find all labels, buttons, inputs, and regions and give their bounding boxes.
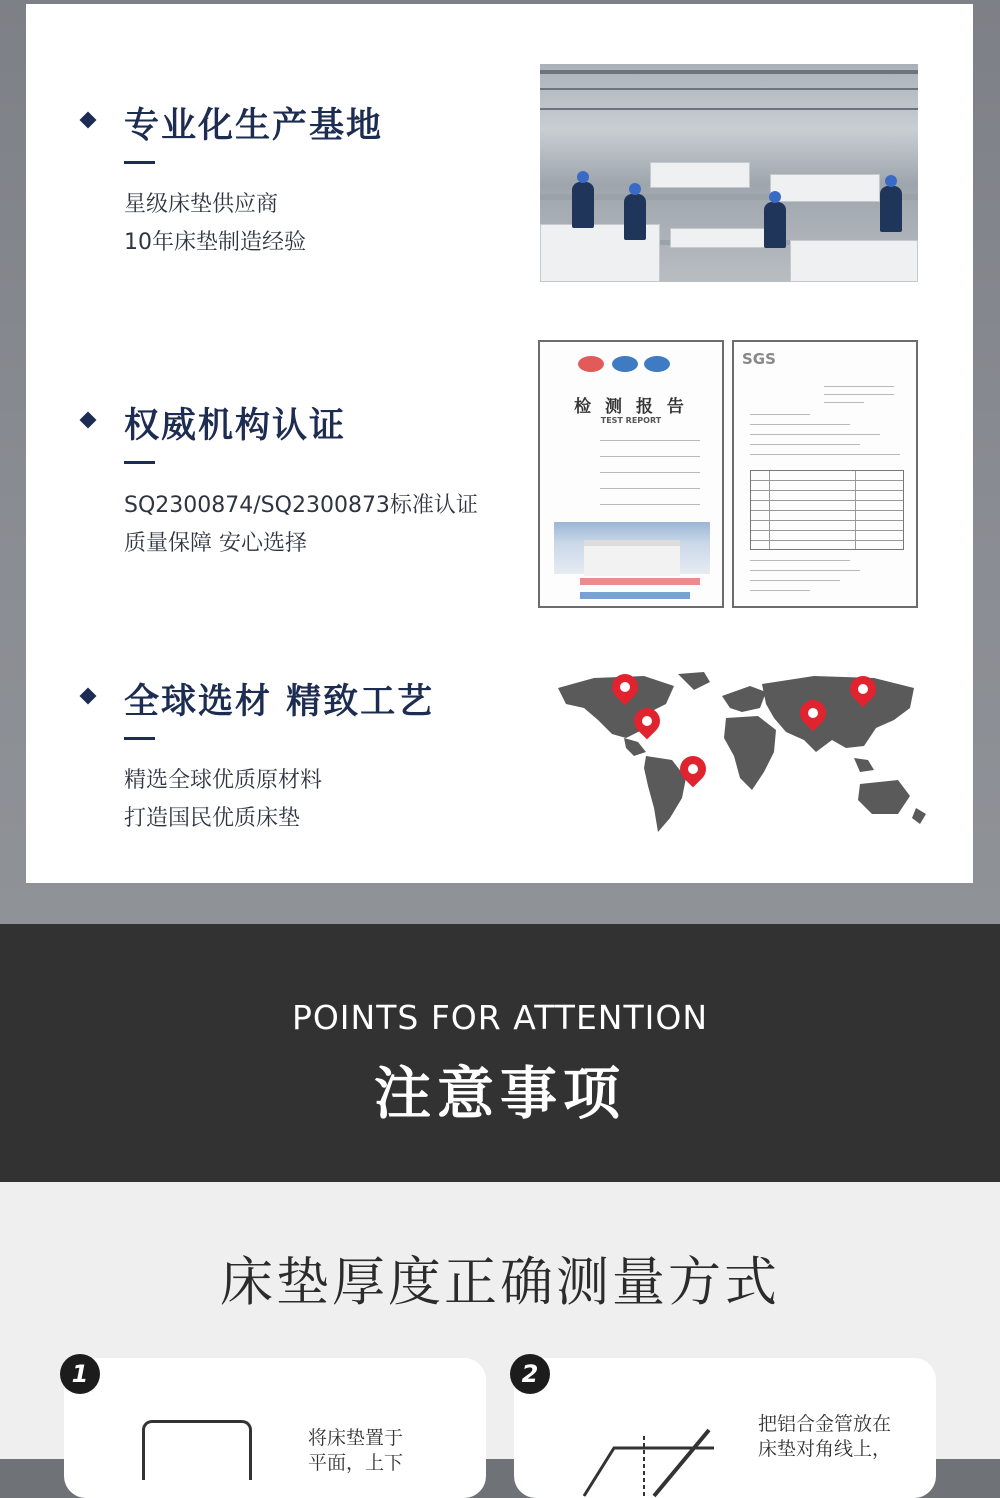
measurement-section	[0, 1182, 1000, 1474]
feature-title: 全球选材 精致工艺	[124, 682, 435, 722]
report-subtitle: TEST REPORT	[600, 416, 662, 425]
report-title: 检 测 报 告	[574, 397, 688, 417]
test-report-certificate	[538, 340, 724, 608]
step-number-badge: 1	[60, 1354, 100, 1394]
building-image	[554, 522, 710, 574]
step-number-badge: 2	[510, 1354, 550, 1394]
step-text: 平面，上下	[308, 1452, 404, 1474]
results-table	[750, 470, 904, 550]
diamond-bullet-icon	[80, 112, 97, 129]
feature-line: 星级床垫供应商	[124, 192, 279, 217]
attention-banner	[0, 924, 1000, 1182]
world-map	[554, 668, 934, 838]
feature-line: 打造国民优质床垫	[124, 806, 301, 831]
diamond-bullet-icon	[80, 412, 97, 429]
cma-logo-icon	[578, 356, 604, 372]
diamond-bullet-icon	[80, 688, 97, 705]
mattress-sketch-icon	[142, 1420, 252, 1480]
step-text: 床垫对角线上，	[758, 1438, 892, 1460]
measurement-title: 床垫厚度正确测量方式	[220, 1252, 780, 1313]
title-underline	[124, 737, 155, 740]
factory-photo	[540, 64, 918, 282]
feature-title: 专业化生产基地	[124, 106, 384, 146]
attention-title-en: POINTS FOR ATTENTION	[291, 998, 709, 1037]
feature-card	[26, 4, 973, 883]
attention-title-cn: 注意事项	[374, 1061, 626, 1127]
world-map-shapes	[554, 668, 934, 838]
diagonal-pipe-sketch-icon	[574, 1418, 724, 1498]
step-text: 将床垫置于	[308, 1427, 404, 1449]
sgs-logo: SGS	[742, 350, 776, 368]
sgs-certificate	[732, 340, 918, 608]
step-text: 把铝合金管放在	[758, 1413, 892, 1435]
title-underline	[124, 461, 155, 464]
feature-line: 质量保障 安心选择	[124, 531, 307, 556]
feature-line: 10年床垫制造经验	[124, 230, 306, 255]
cnas-logo-icon	[644, 356, 670, 372]
feature-line: 精选全球优质原材料	[124, 768, 323, 793]
feature-title: 权威机构认证	[124, 406, 347, 446]
ilac-logo-icon	[612, 356, 638, 372]
step-card-1	[64, 1358, 486, 1498]
title-underline	[124, 161, 155, 164]
feature-line: SQ2300874/SQ2300873标准认证	[124, 493, 478, 518]
step-card-2	[514, 1358, 936, 1498]
